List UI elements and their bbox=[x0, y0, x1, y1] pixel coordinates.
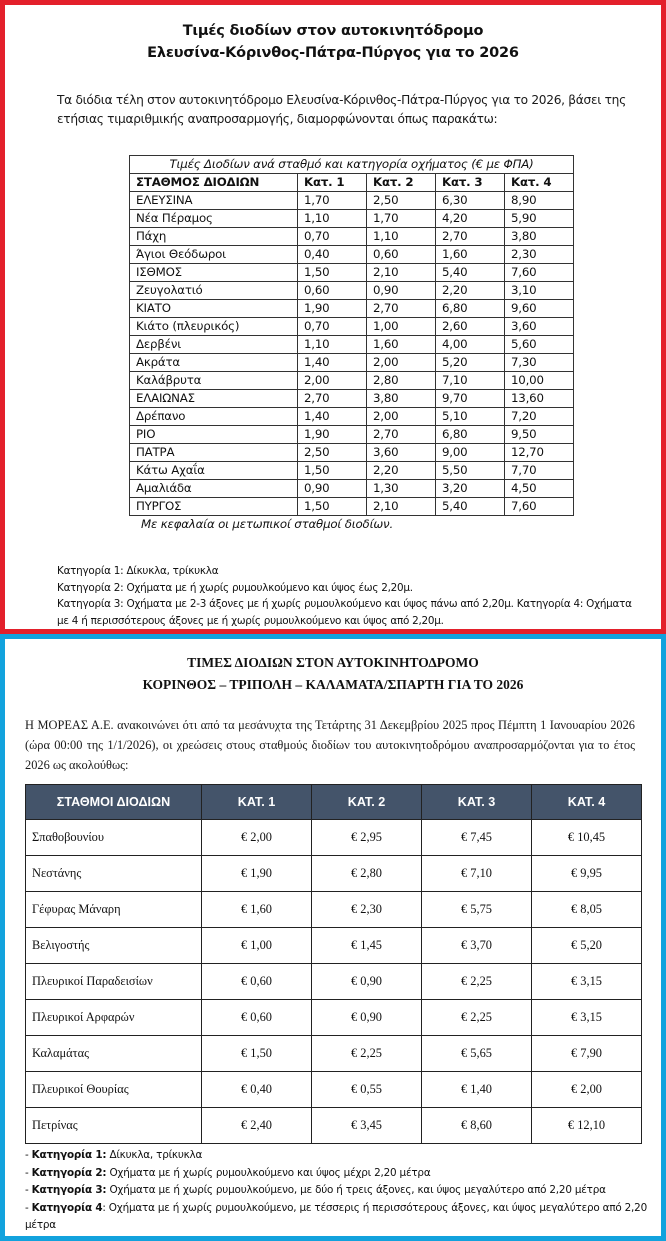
price-cat-2: € 0,55 bbox=[312, 1072, 422, 1108]
price-cat-1: 2,00 bbox=[298, 372, 367, 390]
price-cat-2: 2,10 bbox=[367, 498, 436, 516]
table-row bbox=[26, 964, 642, 1000]
station-name: ΚΙΑΤΟ bbox=[130, 300, 298, 318]
table-row bbox=[130, 246, 574, 264]
bullet-dash: - bbox=[25, 1184, 29, 1196]
table-row bbox=[130, 444, 574, 462]
price-cat-3: 4,20 bbox=[436, 210, 505, 228]
price-cat-2: 1,30 bbox=[367, 480, 436, 498]
price-cat-2: € 0,90 bbox=[312, 964, 422, 1000]
price-cat-4: 7,60 bbox=[505, 264, 574, 282]
table-row bbox=[130, 210, 574, 228]
category-3-item bbox=[25, 1182, 650, 1200]
table-row bbox=[130, 300, 574, 318]
price-cat-4: € 3,15 bbox=[532, 1000, 642, 1036]
price-cat-4: 7,70 bbox=[505, 462, 574, 480]
bottom-toll-table bbox=[25, 784, 642, 1144]
price-cat-1: 1,50 bbox=[298, 462, 367, 480]
price-cat-2: € 0,90 bbox=[312, 1000, 422, 1036]
price-cat-4: € 2,00 bbox=[532, 1072, 642, 1108]
bullet-dash: - bbox=[25, 1201, 29, 1214]
table-row bbox=[130, 426, 574, 444]
station-name: ΠΥΡΓΟΣ bbox=[130, 498, 298, 516]
price-cat-1: 0,40 bbox=[298, 246, 367, 264]
station-name: Καλαμάτας bbox=[26, 1036, 202, 1072]
price-cat-1: € 0,40 bbox=[202, 1072, 312, 1108]
table-row bbox=[130, 264, 574, 282]
table-row bbox=[130, 192, 574, 210]
station-name: Καλάβρυτα bbox=[130, 372, 298, 390]
station-name: Δρέπανο bbox=[130, 408, 298, 426]
category-3-4-desc: Κατηγορία 3: Οχήματα με 2-3 άξονες με ή χωρίς ρυμουλκούμενο και ύψος πάνω από 2,20μ. Κατηγορία 4: Οχήματα με 4 ή περισσότερους άξονες με ή χωρίς ρυμουλκούμενο και ύψος από 2,20μ. bbox=[57, 598, 632, 627]
top-title-line2: Ελευσίνα-Κόρινθος-Πάτρα-Πύργος για το 2026 bbox=[147, 45, 519, 61]
price-cat-3: 5,40 bbox=[436, 264, 505, 282]
price-cat-4: € 9,95 bbox=[532, 856, 642, 892]
price-cat-4: 12,70 bbox=[505, 444, 574, 462]
table-row bbox=[26, 1072, 642, 1108]
price-cat-3: 5,40 bbox=[436, 498, 505, 516]
price-cat-1: 1,40 bbox=[298, 354, 367, 372]
table-row bbox=[130, 498, 574, 516]
price-cat-1: 1,10 bbox=[298, 336, 367, 354]
price-cat-3: 2,70 bbox=[436, 228, 505, 246]
column-header-cat-3: ΚΑΤ. 3 bbox=[422, 785, 532, 820]
table-caption: Τιμές Διοδίων ανά σταθμό και κατηγορία οχήματος (€ με ΦΠΑ) bbox=[130, 156, 574, 174]
price-cat-4: 7,20 bbox=[505, 408, 574, 426]
price-cat-2: 2,00 bbox=[367, 354, 436, 372]
price-cat-4: € 8,05 bbox=[532, 892, 642, 928]
price-cat-3: 9,00 bbox=[436, 444, 505, 462]
column-header-cat-2: ΚΑΤ. 2 bbox=[312, 785, 422, 820]
price-cat-1: 0,60 bbox=[298, 282, 367, 300]
table-row bbox=[26, 928, 642, 964]
price-cat-2: € 1,45 bbox=[312, 928, 422, 964]
price-cat-2: € 2,95 bbox=[312, 820, 422, 856]
price-cat-4: 3,60 bbox=[505, 318, 574, 336]
price-cat-1: 0,70 bbox=[298, 228, 367, 246]
price-cat-3: 1,60 bbox=[436, 246, 505, 264]
price-cat-4: 10,00 bbox=[505, 372, 574, 390]
price-cat-2: 1,00 bbox=[367, 318, 436, 336]
price-cat-1: 1,50 bbox=[298, 498, 367, 516]
price-cat-3: € 2,25 bbox=[422, 1000, 532, 1036]
price-cat-1: 1,40 bbox=[298, 408, 367, 426]
table-row bbox=[130, 228, 574, 246]
table-row bbox=[130, 372, 574, 390]
price-cat-4: 9,50 bbox=[505, 426, 574, 444]
table-row bbox=[130, 462, 574, 480]
table-row bbox=[26, 1000, 642, 1036]
price-cat-3: € 1,40 bbox=[422, 1072, 532, 1108]
price-cat-4: 2,30 bbox=[505, 246, 574, 264]
station-name: ΠΑΤΡΑ bbox=[130, 444, 298, 462]
bullet-dash: - bbox=[25, 1166, 29, 1179]
category-description: Οχήματα με ή χωρίς ρυμουλκούμενο και ύψος μέχρι 2,20 μέτρα bbox=[106, 1166, 431, 1179]
price-cat-1: 0,90 bbox=[298, 480, 367, 498]
column-header-cat-4: Κατ. 4 bbox=[505, 174, 574, 192]
category-1-desc: Κατηγορία 1: Δίκυκλα, τρίκυκλα bbox=[57, 565, 219, 577]
price-cat-2: 1,70 bbox=[367, 210, 436, 228]
bottom-title-line2: ΚΟΡΙΝΘΟΣ – ΤΡΙΠΟΛΗ – ΚΑΛΑΜΑΤΑ/ΣΠΑΡΤΗ ΓΙΑ ΤΟ 2026 bbox=[142, 677, 524, 692]
price-cat-4: 5,60 bbox=[505, 336, 574, 354]
table-row bbox=[130, 282, 574, 300]
station-name: ΙΣΘΜΟΣ bbox=[130, 264, 298, 282]
bullet-dash: - bbox=[25, 1149, 29, 1161]
frontal-stations-note: Με κεφαλαία οι μετωπικοί σταθμοί διοδίων. bbox=[141, 517, 393, 531]
price-cat-3: 2,20 bbox=[436, 282, 505, 300]
price-cat-3: 3,20 bbox=[436, 480, 505, 498]
price-cat-1: 0,70 bbox=[298, 318, 367, 336]
station-name: Αμαλιάδα bbox=[130, 480, 298, 498]
station-name: Κιάτο (πλευρικός) bbox=[130, 318, 298, 336]
price-cat-3: € 2,25 bbox=[422, 964, 532, 1000]
category-4-item bbox=[25, 1200, 650, 1235]
price-cat-4: € 12,10 bbox=[532, 1108, 642, 1144]
category-2-desc: Κατηγορία 2: Οχήματα με ή χωρίς ρυμουλκούμενο και ύψος έως 2,20μ. bbox=[57, 581, 413, 594]
price-cat-3: € 8,60 bbox=[422, 1108, 532, 1144]
station-name: Ζευγολατιό bbox=[130, 282, 298, 300]
table-row bbox=[26, 1108, 642, 1144]
price-cat-4: 7,30 bbox=[505, 354, 574, 372]
price-cat-3: 2,60 bbox=[436, 318, 505, 336]
price-cat-2: 2,70 bbox=[367, 300, 436, 318]
station-name: Σπαθοβουνίου bbox=[26, 820, 202, 856]
station-name: Πλευρικοί Αρφαρών bbox=[26, 1000, 202, 1036]
bottom-title-line1: ΤΙΜΕΣ ΔΙΟΔΙΩΝ ΣΤΟΝ ΑΥΤΟΚΙΝΗΤΟΔΡΟΜΟ bbox=[187, 655, 479, 670]
price-cat-3: 5,10 bbox=[436, 408, 505, 426]
top-title-line1: Τιμές διοδίων στον αυτοκινητόδρομο bbox=[182, 23, 484, 39]
category-label: Κατηγορία 3: bbox=[31, 1184, 107, 1196]
price-cat-4: 7,60 bbox=[505, 498, 574, 516]
price-cat-2: € 2,30 bbox=[312, 892, 422, 928]
table-row bbox=[26, 892, 642, 928]
category-label: Κατηγορία 4 bbox=[31, 1201, 103, 1214]
price-cat-1: 2,70 bbox=[298, 390, 367, 408]
table-row bbox=[130, 408, 574, 426]
station-name: Νέα Πέραμος bbox=[130, 210, 298, 228]
station-name: Άγιοι Θεόδωροι bbox=[130, 246, 298, 264]
column-header-station: ΣΤΑΘΜΟΣ ΔΙΟΔΙΩΝ bbox=[130, 174, 298, 192]
table-row bbox=[130, 390, 574, 408]
price-cat-3: 4,00 bbox=[436, 336, 505, 354]
price-cat-2: € 2,80 bbox=[312, 856, 422, 892]
price-cat-4: € 7,90 bbox=[532, 1036, 642, 1072]
price-cat-3: 6,80 bbox=[436, 300, 505, 318]
price-cat-1: 2,50 bbox=[298, 444, 367, 462]
category-description: Δίκυκλα, τρίκυκλα bbox=[106, 1149, 203, 1161]
price-cat-4: 3,10 bbox=[505, 282, 574, 300]
table-row bbox=[130, 354, 574, 372]
price-cat-3: 5,20 bbox=[436, 354, 505, 372]
station-name: ΕΛΑΙΩΝΑΣ bbox=[130, 390, 298, 408]
station-name: ΕΛΕΥΣΙΝΑ bbox=[130, 192, 298, 210]
price-cat-2: 3,60 bbox=[367, 444, 436, 462]
bottom-category-legend bbox=[25, 1147, 650, 1235]
top-intro-paragraph: Τα διόδια τέλη στον αυτοκινητόδρομο Ελευσίνα-Κόρινθος-Πάτρα-Πύργος για το 2026, βάσει της ετήσιας τιμαριθμικής αναπροσαρμογής, διαμορφώνονται όπως παρακάτω: bbox=[57, 93, 626, 126]
column-header-cat-2: Κατ. 2 bbox=[367, 174, 436, 192]
price-cat-4: € 5,20 bbox=[532, 928, 642, 964]
station-name: Πάχη bbox=[130, 228, 298, 246]
price-cat-4: 8,90 bbox=[505, 192, 574, 210]
price-cat-1: 1,10 bbox=[298, 210, 367, 228]
bottom-intro-paragraph: Η ΜΟΡΕΑΣ Α.Ε. ανακοινώνει ότι από τα μεσάνυχτα της Τετάρτης 31 Δεκεμβρίου 2025 προς Πέμπτη 1 Ιανουαρίου 2026 (ώρα 00:00 της 1/1/2026), οι χρεώσεις στους σταθμούς διοδίων του αυτοκινητοδρόμου αναπροσαρμόζονται για το έτος 2026 ως ακολούθως: bbox=[25, 718, 635, 772]
station-name: Κάτω Αχαΐα bbox=[130, 462, 298, 480]
price-cat-4: 3,80 bbox=[505, 228, 574, 246]
table-row bbox=[130, 336, 574, 354]
table-row bbox=[26, 1036, 642, 1072]
price-cat-1: 1,50 bbox=[298, 264, 367, 282]
price-cat-4: 9,60 bbox=[505, 300, 574, 318]
price-cat-1: € 1,60 bbox=[202, 892, 312, 928]
price-cat-3: € 3,70 bbox=[422, 928, 532, 964]
price-cat-2: 1,10 bbox=[367, 228, 436, 246]
price-cat-3: 7,10 bbox=[436, 372, 505, 390]
price-cat-1: 1,70 bbox=[298, 192, 367, 210]
column-header-cat-4: ΚΑΤ. 4 bbox=[532, 785, 642, 820]
station-name: Πλευρικοί Παραδεισίων bbox=[26, 964, 202, 1000]
price-cat-2: 3,80 bbox=[367, 390, 436, 408]
price-cat-1: € 2,00 bbox=[202, 820, 312, 856]
price-cat-2: 2,00 bbox=[367, 408, 436, 426]
top-category-legend bbox=[57, 563, 637, 629]
korinthos-tripoli-kalamata-panel bbox=[0, 634, 666, 1241]
column-header-cat-1: Κατ. 1 bbox=[298, 174, 367, 192]
column-header-cat-3: Κατ. 3 bbox=[436, 174, 505, 192]
price-cat-1: € 1,90 bbox=[202, 856, 312, 892]
table-row bbox=[130, 480, 574, 498]
price-cat-2: 0,60 bbox=[367, 246, 436, 264]
price-cat-4: € 10,45 bbox=[532, 820, 642, 856]
price-cat-3: 5,50 bbox=[436, 462, 505, 480]
price-cat-2: 0,90 bbox=[367, 282, 436, 300]
top-toll-table bbox=[129, 155, 574, 516]
table-row bbox=[26, 856, 642, 892]
station-name: Δερβένι bbox=[130, 336, 298, 354]
column-header-cat-1: ΚΑΤ. 1 bbox=[202, 785, 312, 820]
category-1-item bbox=[25, 1147, 650, 1165]
price-cat-3: 9,70 bbox=[436, 390, 505, 408]
table-row bbox=[26, 820, 642, 856]
price-cat-1: € 1,00 bbox=[202, 928, 312, 964]
price-cat-1: € 2,40 bbox=[202, 1108, 312, 1144]
price-cat-4: 13,60 bbox=[505, 390, 574, 408]
station-name: Ακράτα bbox=[130, 354, 298, 372]
station-name: Βελιγοστής bbox=[26, 928, 202, 964]
price-cat-4: 4,50 bbox=[505, 480, 574, 498]
price-cat-4: 5,90 bbox=[505, 210, 574, 228]
price-cat-3: € 5,65 bbox=[422, 1036, 532, 1072]
price-cat-1: 1,90 bbox=[298, 426, 367, 444]
price-cat-3: 6,30 bbox=[436, 192, 505, 210]
category-2-item bbox=[25, 1165, 650, 1183]
price-cat-1: € 1,50 bbox=[202, 1036, 312, 1072]
price-cat-2: 2,80 bbox=[367, 372, 436, 390]
price-cat-1: 1,90 bbox=[298, 300, 367, 318]
price-cat-3: € 7,45 bbox=[422, 820, 532, 856]
price-cat-3: 6,80 bbox=[436, 426, 505, 444]
station-name: Νεστάνης bbox=[26, 856, 202, 892]
station-name: Γέφυρας Μάναρη bbox=[26, 892, 202, 928]
price-cat-3: € 5,75 bbox=[422, 892, 532, 928]
table-row bbox=[130, 318, 574, 336]
price-cat-2: € 3,45 bbox=[312, 1108, 422, 1144]
station-name: Πετρίνας bbox=[26, 1108, 202, 1144]
price-cat-2: € 2,25 bbox=[312, 1036, 422, 1072]
category-description: : Οχήματα με ή χωρίς ρυμουλκούμενο, με τέσσερις ή περισσότερους άξονες, και ύψος μεγαλύτερο από 2,20 μέτρα bbox=[25, 1201, 647, 1231]
category-label: Κατηγορία 2: bbox=[31, 1166, 107, 1179]
price-cat-2: 2,70 bbox=[367, 426, 436, 444]
price-cat-3: € 7,10 bbox=[422, 856, 532, 892]
station-name: ΡΙΟ bbox=[130, 426, 298, 444]
price-cat-1: € 0,60 bbox=[202, 1000, 312, 1036]
column-header-stations: ΣΤΑΘΜΟΙ ΔΙΟΔΙΩΝ bbox=[26, 785, 202, 820]
price-cat-2: 2,10 bbox=[367, 264, 436, 282]
price-cat-2: 1,60 bbox=[367, 336, 436, 354]
category-label: Κατηγορία 1: bbox=[31, 1149, 107, 1161]
station-name: Πλευρικοί Θουρίας bbox=[26, 1072, 202, 1108]
price-cat-1: € 0,60 bbox=[202, 964, 312, 1000]
price-cat-4: € 3,15 bbox=[532, 964, 642, 1000]
price-cat-2: 2,20 bbox=[367, 462, 436, 480]
price-cat-2: 2,50 bbox=[367, 192, 436, 210]
category-description: Οχήματα με ή χωρίς ρυμουλκούμενο, με δύο ή τρεις άξονες, και ύψος μεγαλύτερο από 2,20 μέτρα bbox=[106, 1184, 606, 1196]
